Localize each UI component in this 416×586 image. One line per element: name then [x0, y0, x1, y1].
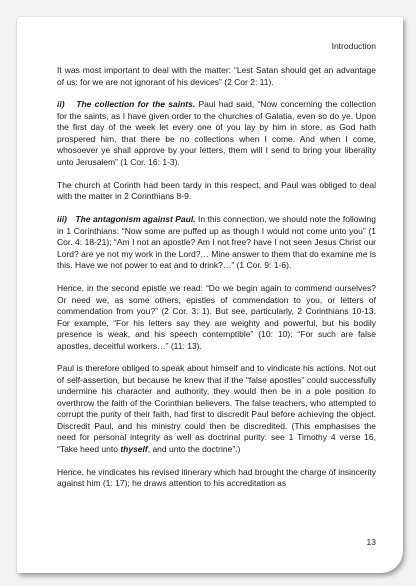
emphasis-thyself: thyself — [120, 443, 148, 454]
section-heading-antagonism — [57, 214, 196, 224]
paragraph-antagonism — [57, 214, 376, 272]
running-header: Introduction — [331, 41, 376, 51]
paragraph-5: Hence, in the second epistle we read: “Do we begin again to commend ourselves? Or need we, as some others, epistles of commendation to you, or letters of commendation from you?” (2 Cor. 3: 1). But see, particularly, 2 Corinthians 10-13. For example, “For his letters say they are weighty and powerful, but his bodily presence is weak, and his speech contemptible” (10: 10); “For such are false apostles, deceitful workers…” (11: 13). — [57, 283, 376, 351]
paragraph-6-end: , and unto the doctrine”.) — [147, 443, 241, 454]
section-text: In this connection, we should note the following in 1 Corinthians: “Now some are puffed up as though I would not come unto you” (1 Cor. 4: 18-21); “Am I not an apostle? Am I not free? have I not seen Jesus Christ our Lord? are ye not my work in the Lord?… Mine answer to them that do examine me is this. Have we not power to eat and to drink?…” (1 Cor. 9: 1-6). — [57, 214, 376, 271]
paragraph-7: Hence, he vindicates his revised itinerary which had brought the charge of insincerity against him (1: 17); he draws attention to his accreditation as — [57, 466, 376, 489]
section-title: The collection for the saints. — [76, 99, 196, 110]
section-heading-collection — [57, 99, 195, 109]
section-title: The antagonism against Paul. — [75, 214, 196, 225]
paragraph-1: It was most important to deal with the matter: “Lest Satan should get an advantage of us: for we are not ignorant of his devices” (2 Cor 2: 11). — [57, 65, 376, 87]
book-page — [17, 17, 403, 573]
paragraph-collection — [57, 99, 376, 168]
page-body — [57, 65, 376, 501]
paragraph-6-text: Paul is therefore obliged to speak about himself and to vindicate his actions. Not out of self-assertion, but because he knew that if the “false apostles” could successfully undermine his character and authority, they would then be in a pole position to overthrow the faith of the Corinthian believers. The false teachers, who attempted to corrupt the purity of their faith, had first to discredit Paul before achieving the object. Discredit Paul, and his ministry could then be discredited. (This emphasises the need for personal integrity as well as doctrinal purity: see 1 Timothy 4 verse 16, “Take heed unto — [57, 363, 376, 454]
section-text: Paul had said, “Now concerning the collection for the saints, as I have given order to the churches of Galatia, even so do ye. Upon the first day of the week let every one of you lay by him in store, as God hath prospered him, that there be no collections when I come. And when I come, whosoever ye shall approve by your letters, them will I send to bring your liberality unto Jerusalem” (1 Cor. 16: 1-3). — [57, 99, 376, 167]
paragraph-6 — [57, 363, 376, 455]
section-number: ii) — [57, 99, 65, 110]
page-number: 13 — [366, 537, 376, 547]
paragraph-3: The church at Corinth had been tardy in this respect, and Paul was obliged to deal with the matter in 2 Corinthians 8-9. — [57, 179, 376, 202]
section-number: iii) — [57, 214, 67, 225]
